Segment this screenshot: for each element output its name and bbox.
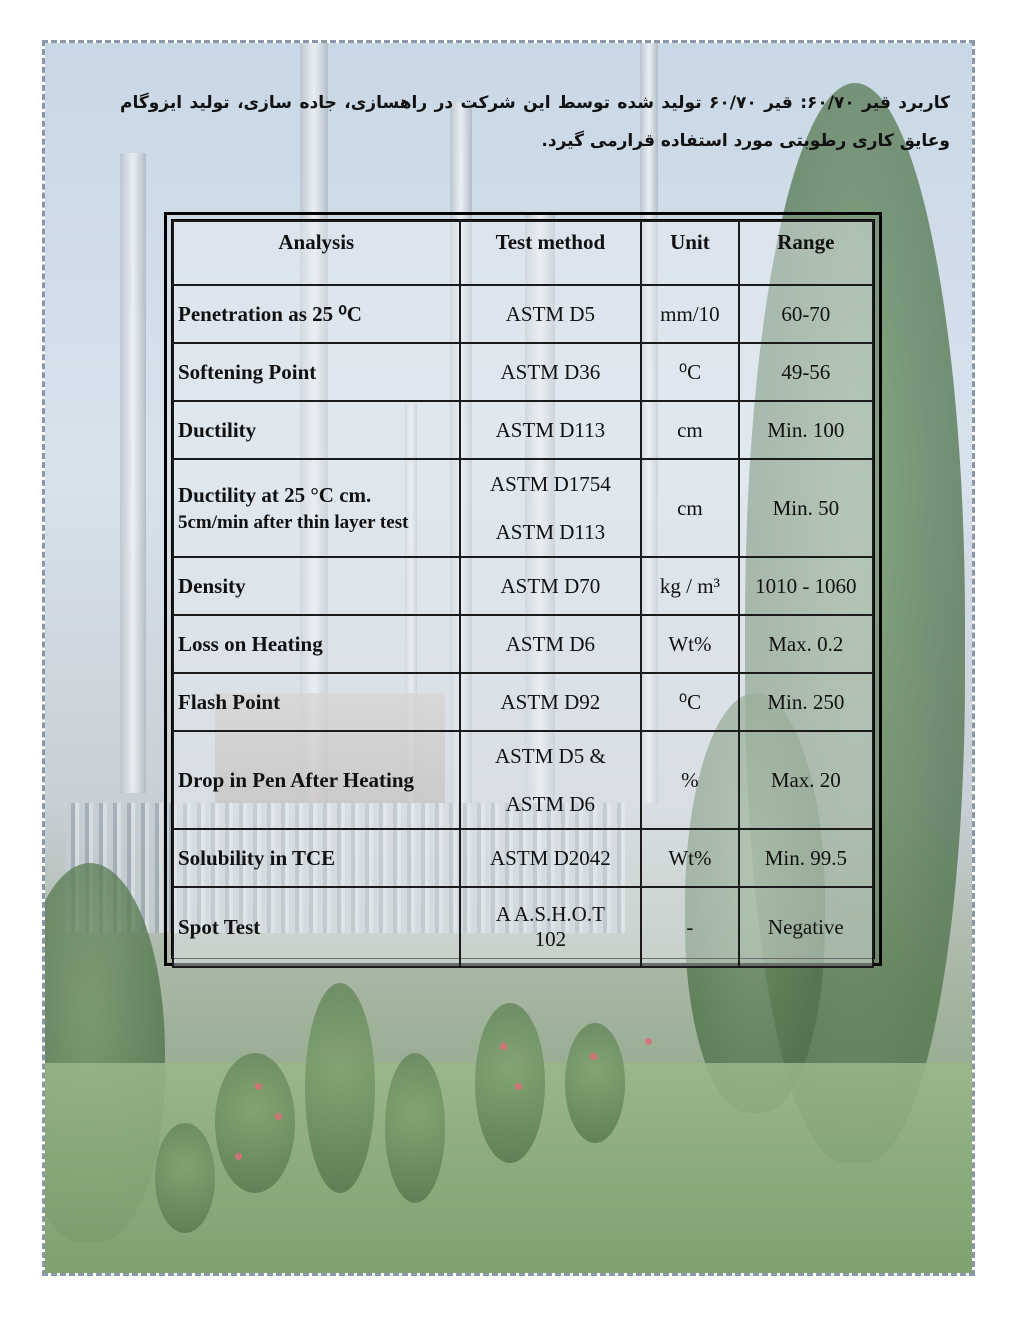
table-row bbox=[173, 673, 873, 731]
cell-method-line2: ASTM D113 bbox=[495, 520, 606, 544]
cell-unit: % bbox=[641, 731, 738, 829]
cell-method: ASTM D6 bbox=[460, 615, 642, 673]
cell-range: 49-56 bbox=[739, 343, 873, 401]
cell-method bbox=[460, 887, 642, 967]
cell-method: ASTM D2042 bbox=[460, 829, 642, 887]
table-row bbox=[173, 557, 873, 615]
cell-analysis-line1: Ductility at 25 °C cm. bbox=[178, 482, 372, 507]
cell-analysis: Penetration as 25 ⁰C bbox=[173, 285, 460, 343]
table-row bbox=[173, 731, 873, 829]
cell-analysis: Spot Test bbox=[173, 887, 460, 967]
cell-range: 1010 - 1060 bbox=[739, 557, 873, 615]
cell-unit: Wt% bbox=[641, 615, 738, 673]
cell-unit: ⁰C bbox=[641, 343, 738, 401]
cell-unit: cm bbox=[641, 459, 738, 557]
cell-analysis: Loss on Heating bbox=[173, 615, 460, 673]
cell-method-line1: ASTM D5 & bbox=[494, 744, 606, 768]
cell-method-line2: 102 bbox=[534, 927, 567, 951]
cell-range: Min. 100 bbox=[739, 401, 873, 459]
table-header-row bbox=[173, 221, 873, 285]
cell-analysis: Ductility bbox=[173, 401, 460, 459]
table-row bbox=[173, 285, 873, 343]
usage-paragraph bbox=[120, 84, 950, 160]
header-test-method: Test method bbox=[460, 221, 642, 285]
cell-analysis: Density bbox=[173, 557, 460, 615]
usage-body: قیر ۶۰/۷۰ تولید شده توسط این شرکت در راهسازی، جاده سازی، تولید ایزوگام وعایق کاری رطوبتی مورد استفاده قرارمی گیرد. bbox=[120, 93, 950, 151]
cell-range: 60-70 bbox=[739, 285, 873, 343]
table-row bbox=[173, 829, 873, 887]
header-analysis: Analysis bbox=[173, 221, 460, 285]
table-row bbox=[173, 343, 873, 401]
cell-range: Min. 99.5 bbox=[739, 829, 873, 887]
table-row bbox=[173, 887, 873, 967]
cell-method bbox=[460, 731, 642, 829]
cell-unit: Wt% bbox=[641, 829, 738, 887]
cell-method-line2: ASTM D6 bbox=[505, 792, 596, 816]
cell-analysis: Solubility in TCE bbox=[173, 829, 460, 887]
cell-method-line1: ASTM D1754 bbox=[490, 472, 611, 496]
usage-title: کاربرد قیر ۶۰/۷۰: bbox=[800, 93, 950, 113]
header-unit: Unit bbox=[641, 221, 738, 285]
cell-analysis: Drop in Pen After Heating bbox=[173, 731, 460, 829]
cell-unit: ⁰C bbox=[641, 673, 738, 731]
cell-analysis: Softening Point bbox=[173, 343, 460, 401]
table-row bbox=[173, 615, 873, 673]
cell-range: Max. 0.2 bbox=[739, 615, 873, 673]
cell-analysis: Flash Point bbox=[173, 673, 460, 731]
cell-method bbox=[460, 459, 642, 557]
cell-range: Max. 20 bbox=[739, 731, 873, 829]
cell-range: Negative bbox=[739, 887, 873, 967]
cell-method: ASTM D36 bbox=[460, 343, 642, 401]
specs-table-frame bbox=[164, 212, 882, 966]
cell-method-line1: A A.S.H.O.T bbox=[495, 902, 605, 926]
cell-analysis bbox=[173, 459, 460, 557]
cell-range: Min. 250 bbox=[739, 673, 873, 731]
specs-table bbox=[172, 220, 874, 968]
cell-unit: mm/10 bbox=[641, 285, 738, 343]
cell-method: ASTM D70 bbox=[460, 557, 642, 615]
cell-analysis-line2: 5cm/min after thin layer test bbox=[178, 511, 409, 533]
header-range: Range bbox=[739, 221, 873, 285]
table-row bbox=[173, 401, 873, 459]
cell-unit: cm bbox=[641, 401, 738, 459]
cell-method: ASTM D5 bbox=[460, 285, 642, 343]
cell-range: Min. 50 bbox=[739, 459, 873, 557]
table-row bbox=[173, 459, 873, 557]
cell-unit: kg / m³ bbox=[641, 557, 738, 615]
cell-method: ASTM D113 bbox=[460, 401, 642, 459]
cell-method: ASTM D92 bbox=[460, 673, 642, 731]
cell-unit: - bbox=[641, 887, 738, 967]
